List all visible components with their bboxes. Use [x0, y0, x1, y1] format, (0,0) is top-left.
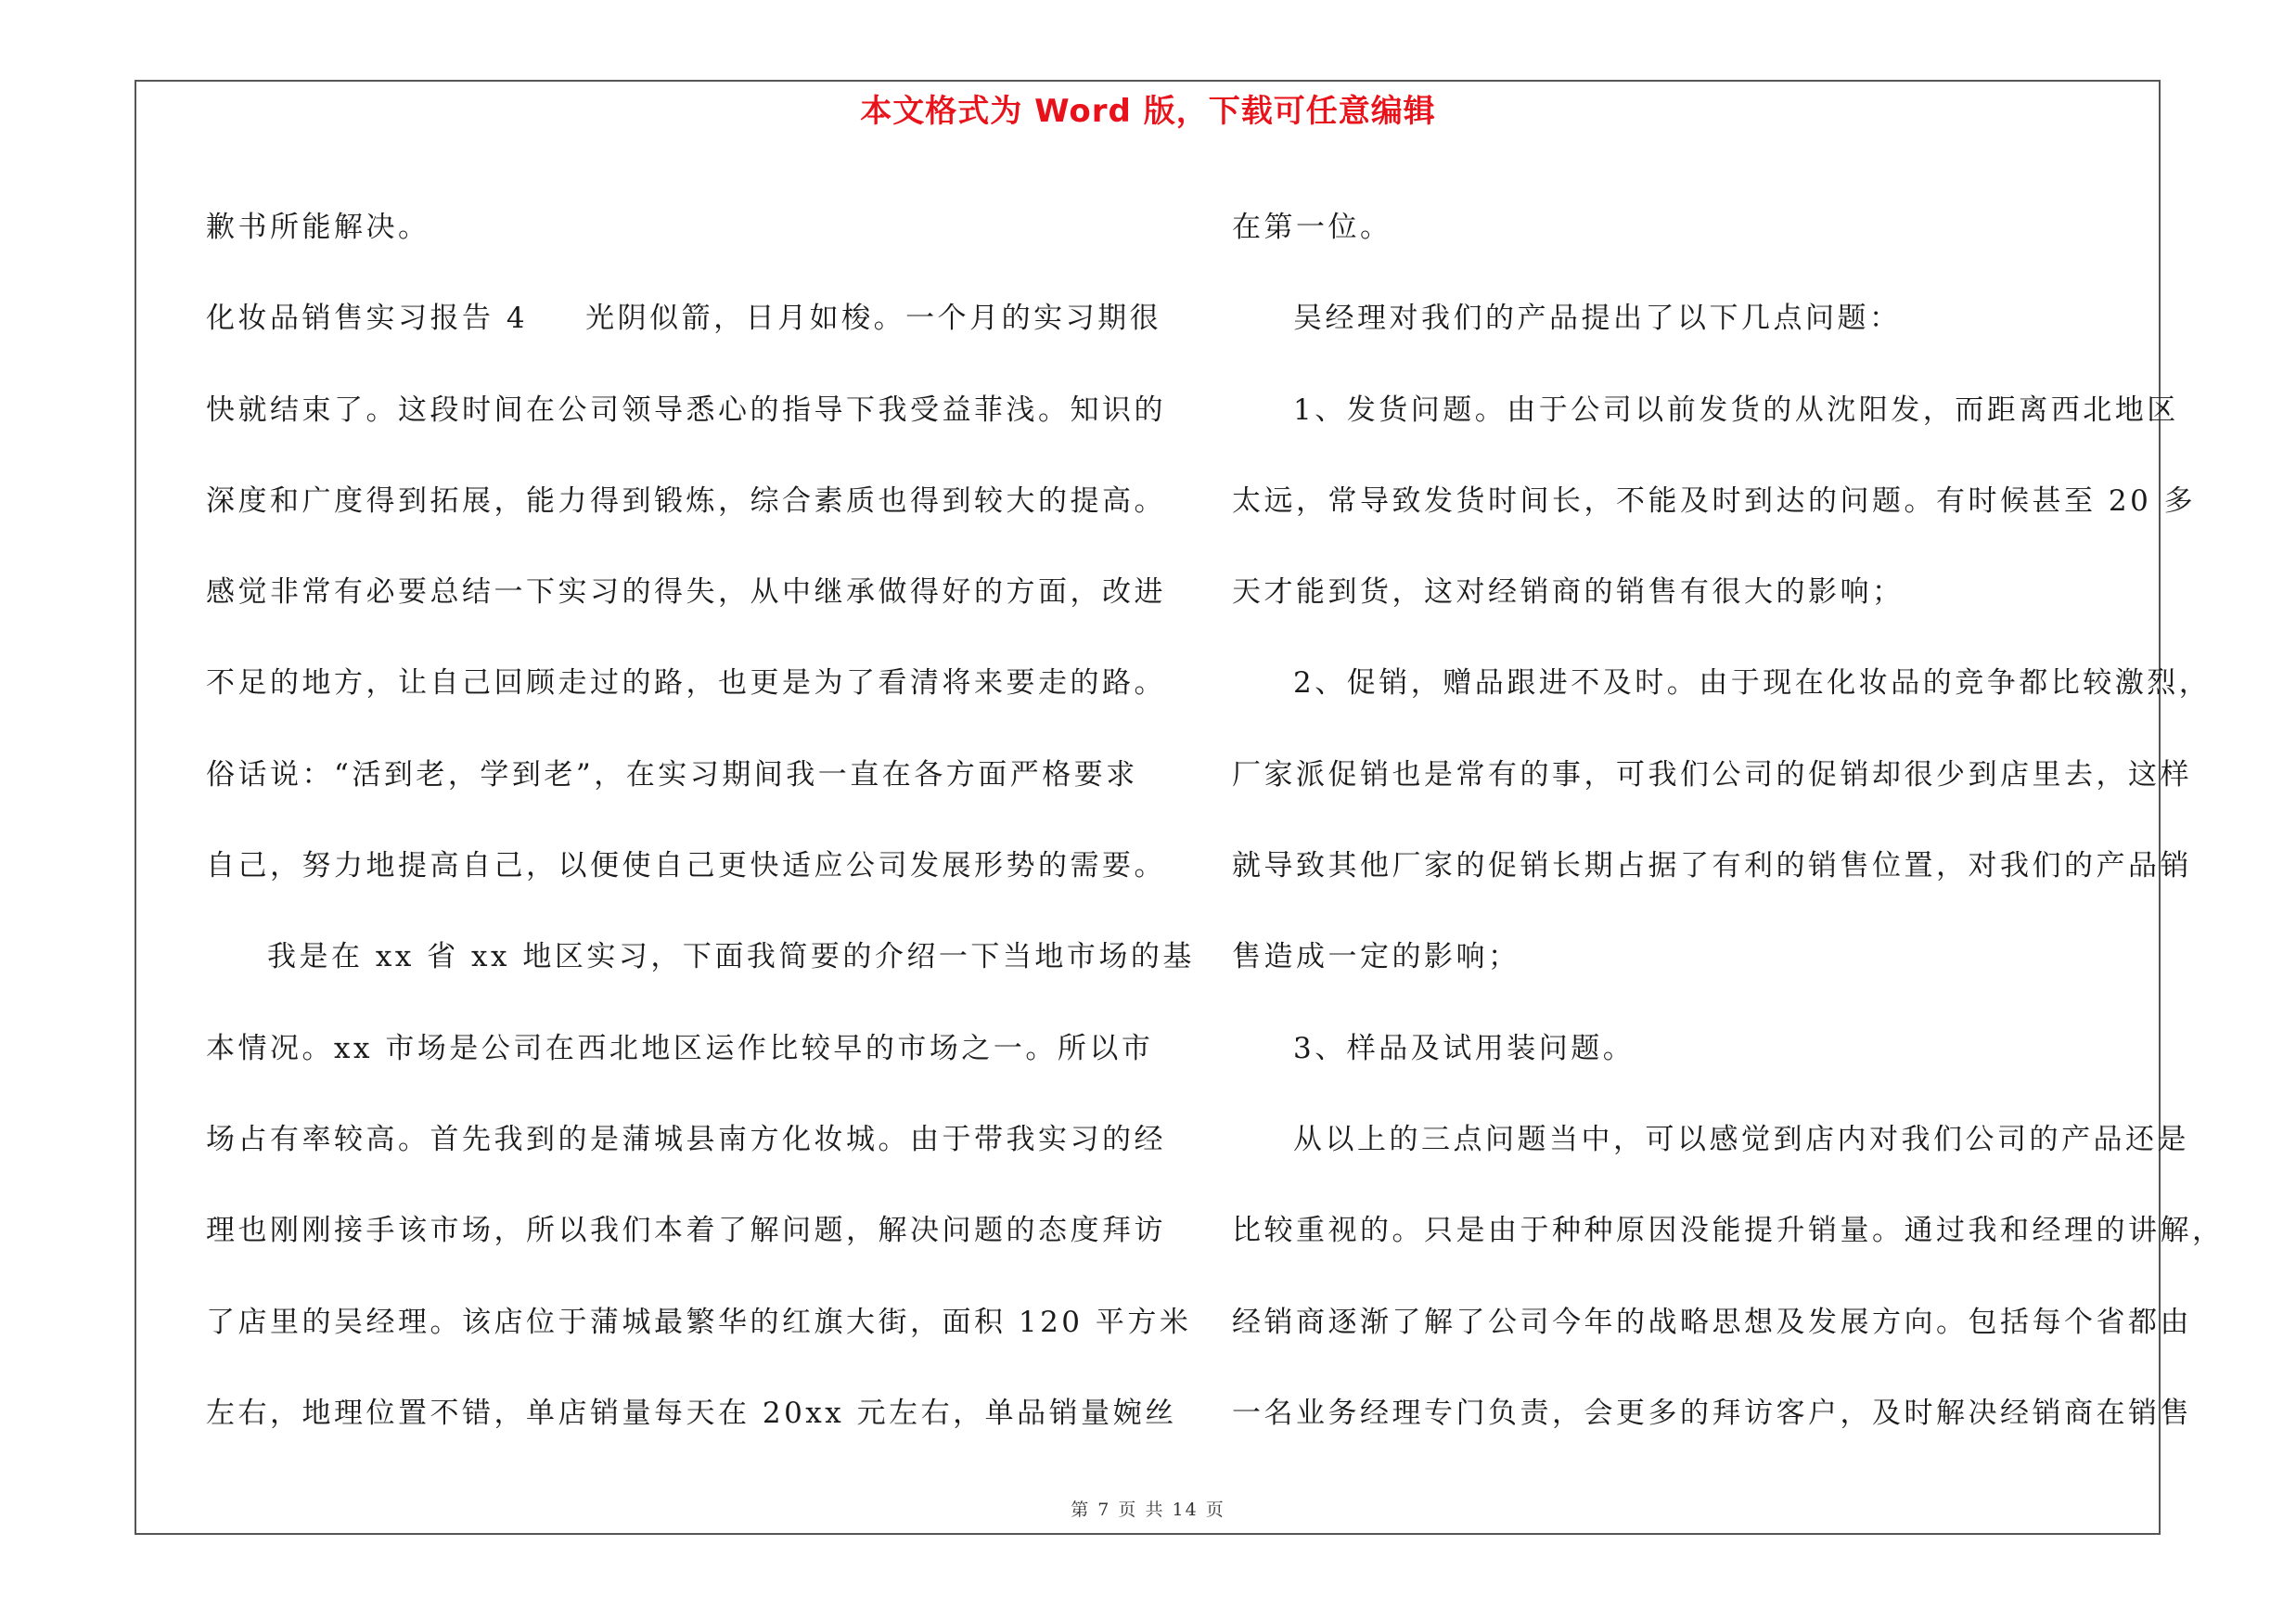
text-line: [1232, 456, 2197, 547]
text-line-content: 俗话说：“活到老，学到老”，在实习期间我一直在各方面严格要求: [206, 757, 1138, 792]
text-line: [1232, 1277, 2192, 1368]
text-line: [206, 273, 1162, 364]
text-line: [206, 1094, 1166, 1185]
text-line: [1232, 182, 2169, 273]
text-line-content: 快就结束了。这段时间在公司领导悉心的指导下我受益菲浅。知识的: [206, 393, 1166, 427]
text-line-content: 了店里的吴经理。该店位于蒲城最繁华的红旗大街，面积 120 平方米: [206, 1305, 1192, 1339]
text-line: [206, 1003, 1154, 1094]
text-line-content: 经销商逐渐了解了公司今年的战略思想及发展方向。包括每个省都由: [1232, 1305, 2192, 1339]
text-line-content: 深度和广度得到拓展，能力得到锻炼，综合素质也得到较大的提高。: [206, 483, 1166, 518]
text-line: [1232, 1185, 2225, 1276]
text-line: [1232, 820, 2192, 911]
text-line-content: 1、发货问题。由于公司以前发货的从沈阳发，而距离西北地区: [1293, 393, 2179, 427]
text-line: [206, 1185, 1166, 1276]
text-line: [206, 547, 1166, 638]
text-line-content: 就导致其他厂家的促销长期占据了有利的销售位置，对我们的产品销: [1232, 849, 2192, 883]
text-line-content: 歉书所能解决。: [206, 211, 430, 244]
text-line: [1232, 1368, 2192, 1459]
text-line-content: 化妆品销售实习报告 4: [206, 302, 529, 336]
right-text-column: [1232, 182, 2225, 1459]
text-line: [1232, 273, 2169, 364]
text-line-content: 本情况。xx 市场是公司在西北地区运作比较早的市场之一。所以市: [206, 1031, 1154, 1065]
text-line-content: 场占有率较高。首先我到的是蒲城县南方化妆城。由于带我实习的经: [206, 1122, 1166, 1156]
page-number-footer: 第 7 页 共 14 页: [1071, 1500, 1225, 1520]
text-line: [206, 456, 1166, 547]
text-line-continuation: 光阴似箭，日月如梭。一个月的实习期很: [585, 302, 1162, 336]
text-line-content: 左右，地理位置不错，单店销量每天在 20xx 元左右，单品销量婉丝: [206, 1396, 1177, 1430]
text-line-content: 感觉非常有必要总结一下实习的得失，从中继承做得好的方面，改进: [206, 575, 1166, 610]
text-line-content: 太远，常导致发货时间长，不能及时到达的问题。有时候甚至 20 多: [1232, 483, 2197, 518]
text-line-content: 吴经理对我们的产品提出了以下几点问题：: [1293, 302, 1902, 336]
text-line-content: 自己，努力地提高自己，以便使自己更快适应公司发展形势的需要。: [206, 849, 1166, 883]
text-line-content: 售造成一定的影响；: [1232, 940, 1520, 974]
left-text-column: [206, 182, 1195, 1459]
editable-format-banner: 本文格式为 Word 版，下载可任意编辑: [860, 93, 1436, 130]
text-line-content: 3、样品及试用装问题。: [1293, 1031, 1635, 1065]
text-line: [206, 1277, 1192, 1368]
text-line: [1232, 638, 2212, 728]
text-line: [1232, 911, 2169, 1002]
text-line-content: 我是在 xx 省 xx 地区实习，下面我简要的介绍一下当地市场的基: [267, 940, 1195, 974]
text-line: [206, 1368, 1177, 1459]
text-line: [1232, 1003, 2169, 1094]
text-line-content: 一名业务经理专门负责，会更多的拜访客户，及时解决经销商在销售: [1232, 1396, 2192, 1430]
text-line-content: 天才能到货，这对经销商的销售有很大的影响；: [1232, 575, 1905, 610]
text-line-content: 厂家派促销也是常有的事，可我们公司的促销却很少到店里去，这样: [1232, 757, 2192, 792]
text-line: [206, 638, 1166, 728]
text-line: [1232, 1094, 2189, 1185]
text-line: [1232, 547, 2169, 638]
text-line-content: 在第一位。: [1232, 211, 1392, 244]
text-line-content: 2、促销，赠品跟进不及时。由于现在化妆品的竞争都比较激烈，: [1293, 666, 2212, 701]
text-line: [1232, 729, 2192, 820]
text-line: [206, 182, 1143, 273]
text-line: [206, 820, 1166, 911]
text-line: [206, 729, 1143, 820]
text-line-content: 从以上的三点问题当中，可以感觉到店内对我们公司的产品还是: [1293, 1122, 2189, 1156]
text-line: [1232, 365, 2179, 456]
text-line: [206, 911, 1195, 1002]
text-line-content: 理也刚刚接手该市场，所以我们本着了解问题，解决问题的态度拜访: [206, 1214, 1166, 1248]
text-line-content: 不足的地方，让自己回顾走过的路，也更是为了看清将来要走的路。: [206, 666, 1166, 701]
text-line-content: 比较重视的。只是由于种种原因没能提升销量。通过我和经理的讲解，: [1232, 1214, 2225, 1248]
text-line: [206, 365, 1166, 456]
